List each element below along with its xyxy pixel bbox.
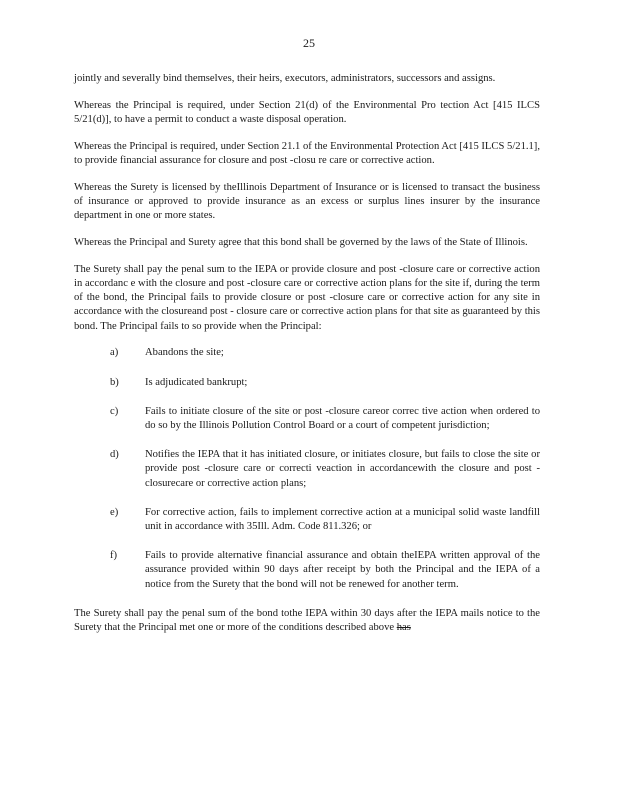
paragraph-jointly-severally: jointly and severally bind themselves, their heirs, executors, administrators, successors and assigns.	[74, 73, 496, 84]
paragraph-whereas-governing-law: Whereas the Principal and Surety agree that this bond shall be governed by the laws of the State of Illinois.	[74, 237, 528, 248]
condition-item-c	[74, 405, 540, 433]
condition-item-a	[74, 346, 540, 360]
condition-text: For corrective action, fails to implement corrective action at a municipal solid waste landfill unit in accordance with 35Ill. Adm. Code 811.326; or	[145, 506, 540, 533]
condition-text: Fails to initiate closure of the site or post -closure careor correc tive action when ordered to do so by the Illinois Pollution Control Board or a court of competent jurisdiction;	[145, 405, 540, 432]
condition-text: Notifies the IEPA that it has initiated closure, or initiates closure, but fails to close the site or provide post -closure care or correcti veaction in accordancewith the closure and post -closurecare or corrective action plans;	[145, 449, 540, 489]
condition-text: Is adjudicated bankrupt;	[145, 376, 248, 388]
paragraph-whereas-permit: Whereas the Principal is required, under Section 21(d) of the Environmental Pro tection Act [415 ILCS 5/21(d)], to have a permit to conduct a waste disposal operation.	[74, 99, 540, 125]
paragraph-whereas-surety-licensed: Whereas the Surety is licensed by theIllinois Department of Insurance or is licensed to transact the business of insurance or approved to provide insurance as an excess or surplus lines insurer by the insurance department in one or more states.	[74, 181, 540, 222]
condition-text: Fails to provide alternative financial assurance and obtain theIEPA written approval of the assurance provided within 90 days after receipt by both the Principal and the IEPA of a notice from the Surety that the bond will not be renewed for another term.	[145, 550, 540, 590]
condition-item-b	[74, 376, 540, 390]
paragraph-payment-terms	[74, 607, 540, 635]
condition-item-d	[74, 448, 540, 491]
condition-marker: d)	[110, 449, 119, 461]
condition-marker: a)	[110, 347, 119, 359]
paragraph-surety-obligation: The Surety shall pay the penal sum to the IEPA or provide closure and post -closure care or corrective action in accordanc e with the closure and post -closure care or corrective action plans for the site if, during the term of the bond, the Principal fails to provide closure or post -closure care or corrective action for any site in accordance with the closureand post - closure care or corrective action plans for that site as guaranteed by this bond. The Principal fails to so provide when the Principal:	[74, 263, 540, 332]
condition-marker: c)	[110, 405, 119, 417]
payment-terms-text: The Surety shall pay the penal sum of the bond tothe IEPA within 30 days after the IEPA mails notice to the Surety that the Principal met one or more of the conditions described above	[74, 607, 540, 634]
condition-item-e	[74, 506, 540, 534]
struck-text: has	[396, 622, 411, 634]
conditions-list	[74, 346, 540, 591]
document-body	[74, 72, 540, 648]
condition-text: Abandons the site;	[145, 347, 224, 359]
condition-marker: b)	[110, 376, 119, 388]
condition-marker: e)	[110, 506, 119, 518]
page-number: 25	[303, 36, 315, 50]
condition-marker: f)	[110, 550, 118, 562]
paragraph-whereas-financial-assurance: Whereas the Principal is required, under Section 21.1 of the Environmental Protection Act [415 ILCS 5/21.1], to provide financial assurance for closure and post -closu re care or corrective action.	[74, 140, 540, 166]
condition-item-f	[74, 549, 540, 592]
